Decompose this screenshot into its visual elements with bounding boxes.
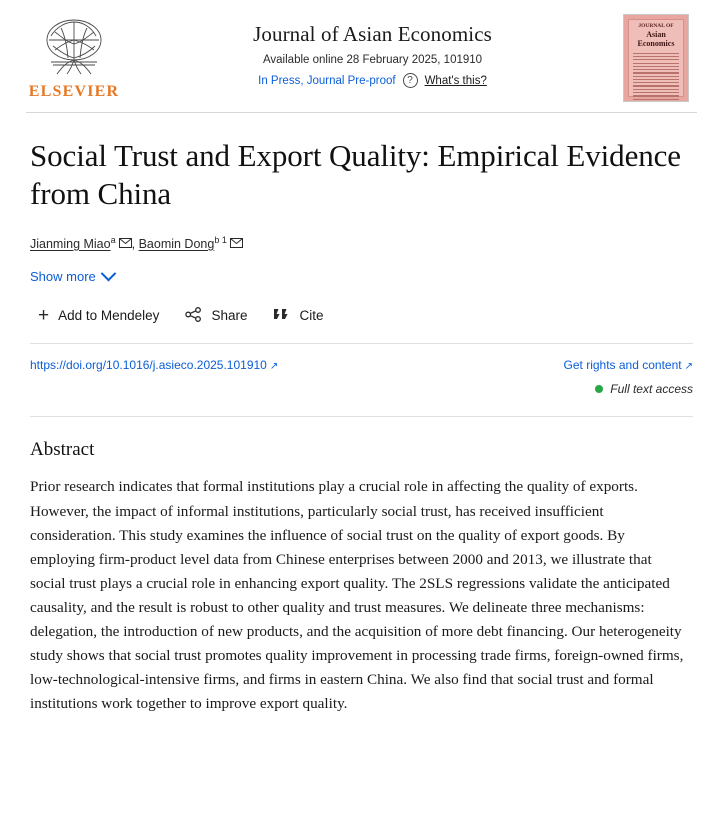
envelope-icon[interactable] <box>119 237 132 251</box>
question-mark-icon[interactable]: ? <box>403 73 418 88</box>
author-entry <box>30 234 132 251</box>
full-text-access-label: Full text access <box>610 382 693 397</box>
share-icon <box>185 307 202 325</box>
show-more-label: Show more <box>30 269 96 285</box>
abstract-heading: Abstract <box>30 439 95 461</box>
author-name[interactable]: Jianming Miao <box>30 236 111 251</box>
cite-label: Cite <box>299 308 324 324</box>
share-button[interactable] <box>185 307 247 325</box>
full-text-access-badge <box>30 382 693 396</box>
author-separator: , <box>131 236 136 251</box>
journal-header-center <box>122 14 623 88</box>
get-rights-and-content-link[interactable] <box>564 358 693 372</box>
author-affiliation-marker: a <box>110 234 116 245</box>
cover-line-3: Economics <box>637 39 675 49</box>
doi-text: https://doi.org/10.1016/j.asieco.2025.101910 <box>30 358 267 373</box>
page-header <box>0 0 723 112</box>
actions-divider <box>30 343 693 344</box>
doi-link[interactable] <box>30 358 278 372</box>
cite-button[interactable] <box>273 307 323 324</box>
whats-this-link[interactable]: What's this? <box>424 74 487 87</box>
share-label: Share <box>211 308 248 324</box>
cover-decorative-lines <box>633 53 679 102</box>
page-title: Social Trust and Export Quality: Empirical Evidence from China <box>30 138 681 211</box>
plus-icon: + <box>38 305 50 327</box>
quote-icon <box>273 307 290 324</box>
article-actions <box>30 306 693 325</box>
author-list <box>30 235 693 252</box>
chevron-down-icon <box>100 266 116 282</box>
press-status-row <box>122 73 623 88</box>
cover-line-2: Asian <box>646 29 666 39</box>
elsevier-logo[interactable] <box>26 14 122 101</box>
cover-line-1: JOURNAL OF <box>638 23 674 29</box>
abstract-section <box>0 417 723 715</box>
author-entry <box>138 234 243 251</box>
abstract-text: Prior research indicates that formal institutions play a crucial role in affecting the quality of exports. However, the impact of informal institutions, particularly social trust, has received insufficient consideration. This study examines the influence of social trust on the quality of export goods. By employing firm-product level data from Chinese enterprises between 2000 and 2013, we illustrate that social trust plays a crucial role in enhancing export quality. The 2SLS regressions validate the anticipated causality, and the result is robust to other quality and trust measures. We delineate three mechanisms: delegation, the introduction of new products, and the acquisition of more debt financing. Our heterogeneity study shows that social trust promotes quality improvement in processing trade firms, foreign-owned firms, low-technological-intensive firms, and firms in eastern China. We also find that social trust and formal institutions work together to improve export quality. <box>30 478 684 712</box>
journal-cover-thumbnail[interactable] <box>623 14 689 102</box>
author-affiliation-marker: b 1 <box>214 234 227 245</box>
elsevier-tree-icon <box>26 16 122 80</box>
access-status-dot-icon <box>595 385 603 393</box>
elsevier-wordmark: ELSEVIER <box>28 83 120 100</box>
title-block <box>0 113 723 325</box>
external-link-icon: ↗ <box>269 361 279 373</box>
journal-cover-inner <box>628 19 684 97</box>
envelope-icon[interactable] <box>230 237 243 251</box>
add-to-mendeley-button[interactable] <box>38 306 159 325</box>
rights-text: Get rights and content <box>563 358 682 373</box>
external-link-icon: ↗ <box>684 361 693 373</box>
add-to-mendeley-label: Add to Mendeley <box>58 308 160 324</box>
doi-row <box>30 358 693 372</box>
journal-title[interactable]: Journal of Asian Economics <box>253 22 492 46</box>
author-name[interactable]: Baomin Dong <box>138 236 215 251</box>
show-more-button[interactable] <box>30 269 114 284</box>
press-status-text: In Press, Journal Pre-proof <box>258 74 396 87</box>
availability-text: Available online 28 February 2025, 101910 <box>262 54 483 66</box>
